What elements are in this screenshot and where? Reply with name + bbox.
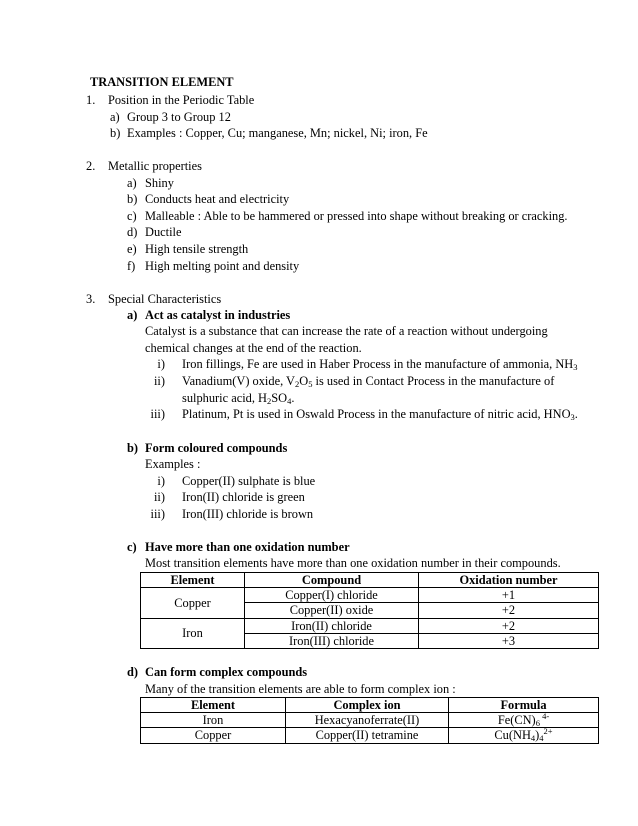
list-marker: c)	[127, 209, 137, 223]
sub-heading: Can form complex compounds	[145, 665, 308, 679]
table-cell: Iron	[141, 713, 286, 728]
complex-ion-table	[140, 697, 599, 744]
list-marker: e)	[127, 242, 137, 256]
table-cell: Iron(II) chloride	[245, 618, 419, 633]
column-header: Compound	[245, 573, 419, 588]
list-item: Iron(II) chloride is green	[182, 490, 305, 504]
list-item: Ductile	[145, 225, 182, 239]
roman-marker: iii)	[150, 507, 165, 521]
sub-heading: Have more than one oxidation number	[145, 540, 350, 554]
table-row	[141, 713, 599, 728]
list-item: Vanadium(V) oxide, $V_2O_5$ is used in Contact Process in the manufacture of	[182, 374, 555, 389]
roman-marker: ii)	[153, 374, 165, 388]
list-item: Platinum, Pt is used in Oswald Process in the manufacture of nitric acid, $HNO_3$.	[182, 407, 578, 422]
list-marker: a)	[110, 110, 120, 124]
list-item: High melting point and density	[145, 259, 300, 273]
list-item: Examples : Copper, Cu; manganese, Mn; nickel, Ni; iron, Fe	[127, 126, 428, 140]
list-marker: a)	[127, 176, 137, 190]
table-cell: Copper(I) chloride	[245, 588, 419, 603]
section-heading: Metallic properties	[108, 159, 202, 173]
list-item: Copper(II) sulphate is blue	[182, 474, 316, 488]
list-item: Shiny	[145, 176, 174, 190]
list-item: Conducts heat and electricity	[145, 192, 290, 206]
table-cell-formula: $Fe(CN)_6$ $^{4-}$	[449, 713, 599, 728]
roman-marker: iii)	[150, 407, 165, 421]
section-heading: Position in the Periodic Table	[108, 93, 255, 107]
table-header-row	[141, 698, 599, 713]
section-number: 1.	[86, 93, 96, 107]
list-item-continuation: sulphuric acid, $H_2SO_4$.	[182, 391, 295, 406]
table-cell-element: Copper	[141, 588, 245, 618]
roman-marker: ii)	[153, 490, 165, 504]
sub-marker: a)	[127, 308, 138, 322]
column-header: Formula	[449, 698, 599, 713]
sub-marker: c)	[127, 540, 137, 554]
table-cell: Iron(III) chloride	[245, 633, 419, 648]
table-cell: Hexacyanoferrate(II)	[286, 713, 449, 728]
column-header: Element	[141, 698, 286, 713]
table-cell: Copper(II) tetramine	[286, 728, 449, 743]
roman-marker: i)	[157, 357, 165, 371]
paragraph-line: Examples :	[145, 457, 201, 471]
list-item: Iron fillings, Fe are used in Haber Process in the manufacture of ammonia, $NH_3$	[182, 357, 578, 372]
table-cell-formula: $Cu(NH_4)_4^{2+}$	[449, 728, 599, 743]
table-cell: +2	[419, 618, 599, 633]
sub-marker: b)	[127, 441, 139, 455]
paragraph-line: Most transition elements have more than one oxidation number in their compounds.	[145, 556, 561, 570]
list-item: Iron(III) chloride is brown	[182, 507, 314, 521]
table-row	[141, 618, 599, 633]
column-header: Oxidation number	[419, 573, 599, 588]
column-header: Complex ion	[286, 698, 449, 713]
paragraph-line: chemical changes at the end of the reaction.	[145, 341, 362, 355]
list-marker: b)	[110, 126, 121, 140]
table-cell: +2	[419, 603, 599, 618]
sub-heading: Act as catalyst in industries	[145, 308, 291, 322]
section-heading: Special Characteristics	[108, 292, 222, 306]
list-marker: b)	[127, 192, 138, 206]
table-cell: +3	[419, 633, 599, 648]
table-cell-element: Iron	[141, 618, 245, 648]
paragraph-line: Catalyst is a substance that can increase the rate of a reaction without undergoing	[145, 324, 548, 338]
roman-marker: i)	[157, 474, 165, 488]
list-marker: f)	[127, 259, 136, 273]
sub-marker: d)	[127, 665, 139, 679]
section-number: 2.	[86, 159, 96, 173]
list-item: High tensile strength	[145, 242, 249, 256]
table-cell: Copper(II) oxide	[245, 603, 419, 618]
table-row	[141, 588, 599, 603]
table-header-row	[141, 573, 599, 588]
page-title: TRANSITION ELEMENT	[90, 75, 234, 89]
list-marker: d)	[127, 225, 138, 239]
section-number: 3.	[86, 292, 96, 306]
sub-heading: Form coloured compounds	[145, 441, 288, 455]
column-header: Element	[141, 573, 245, 588]
table-row	[141, 728, 599, 743]
oxidation-table	[140, 572, 599, 649]
paragraph-line: Many of the transition elements are able to form complex ion :	[145, 682, 456, 696]
table-cell: Copper	[141, 728, 286, 743]
list-item: Group 3 to Group 12	[127, 110, 231, 124]
list-item: Malleable : Able to be hammered or pressed into shape without breaking or cracking.	[145, 209, 568, 223]
table-cell: +1	[419, 588, 599, 603]
